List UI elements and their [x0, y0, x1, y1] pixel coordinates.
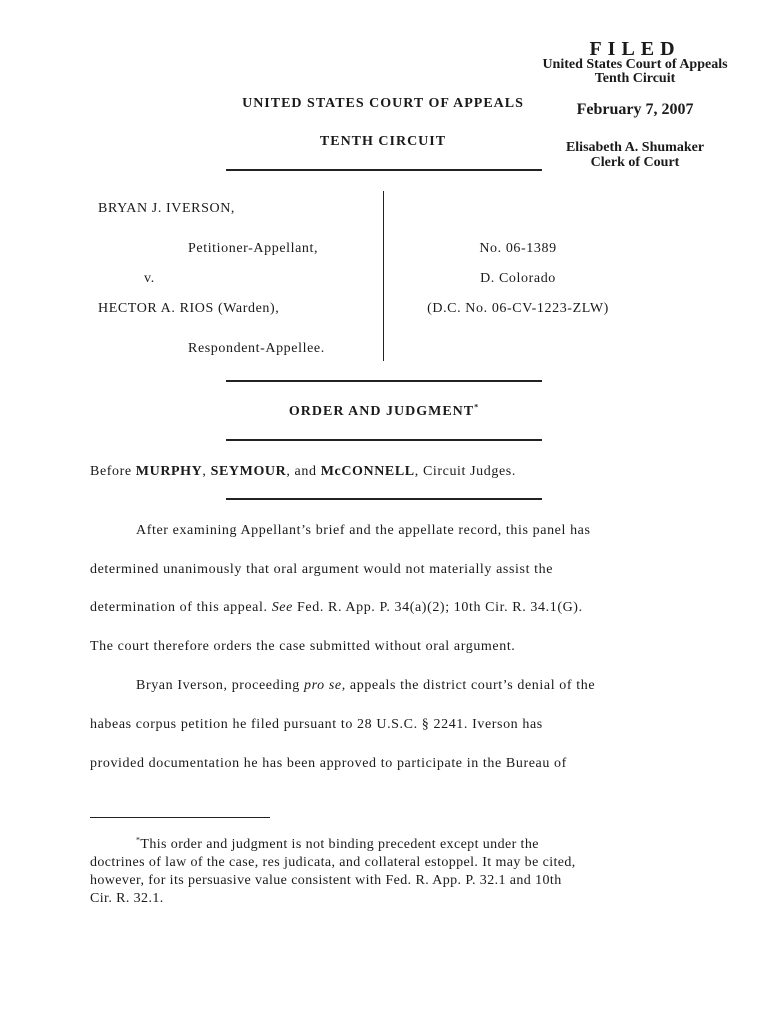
order-title-footnote-mark: * — [474, 402, 480, 412]
body-see-signal: See — [271, 600, 293, 615]
court-name: UNITED STATES COURT OF APPEALS — [242, 96, 524, 111]
filed-stamp-title: FILED — [589, 38, 681, 60]
caption-divider — [383, 191, 384, 361]
court-circuit: TENTH CIRCUIT — [319, 134, 447, 149]
body-p1-line3-a: determination of this appeal. — [90, 600, 272, 615]
order-title-text: ORDER AND JUDGMENT — [288, 404, 475, 419]
footnote-line1 — [90, 836, 690, 854]
respondent-name: HECTOR A. RIOS (Warden), — [98, 301, 280, 316]
footnote — [90, 836, 690, 908]
body-p2-line1 — [136, 678, 595, 694]
body-p1-line2: determined unanimously that oral argument would not materially assist the — [90, 562, 554, 577]
district-case-number: (D.C. No. 06-CV-1223-ZLW) — [427, 301, 609, 316]
clerk-name: Elisabeth A. Shumaker — [565, 140, 705, 155]
petitioner-role: Petitioner-Appellant, — [188, 241, 319, 256]
body-p1-line4: The court therefore orders the case submitted without oral argument. — [90, 639, 516, 654]
versus-label: v. — [144, 271, 155, 286]
heading-rule — [226, 169, 542, 171]
clerk-title: Clerk of Court — [590, 155, 680, 170]
case-number: No. 06-1389 — [479, 241, 557, 256]
body-p1-line3 — [90, 600, 583, 616]
body-p2-line2: habeas corpus petition he filed pursuant to 28 U.S.C. § 2241. Iverson has — [90, 717, 543, 732]
body-p2-line1-b: , appeals the district court’s denial of the — [341, 678, 596, 693]
body-pro-se: pro se — [304, 678, 342, 693]
clerk-block — [550, 140, 720, 170]
footnote-line3: however, for its persuasive value consistent with Fed. R. App. P. 32.1 and 10th — [90, 873, 562, 888]
stamp-court-line1: United States Court of Appeals — [542, 57, 728, 72]
footnote-line2: doctrines of law of the case, res judicata, and collateral estoppel. It may be cited, — [90, 855, 576, 870]
body-p1-line1: After examining Appellant’s brief and the appellate record, this panel has — [136, 523, 591, 538]
footnote-line1-text: This order and judgment is not binding precedent except under the — [140, 837, 539, 852]
footnote-mark: * — [136, 835, 141, 845]
body-p2-line1-a: Bryan Iverson, proceeding — [136, 678, 304, 693]
filed-date: February 7, 2007 — [576, 101, 694, 118]
panel-before: Before — [90, 464, 136, 479]
respondent-role: Respondent-Appellee. — [188, 341, 325, 356]
panel-suffix: , Circuit Judges. — [414, 464, 516, 479]
panel-sep1: , — [202, 464, 211, 479]
judge-murphy: MURPHY — [135, 464, 203, 479]
body-p2-line3: provided documentation he has been approved to participate in the Bureau of — [90, 756, 567, 771]
order-title — [226, 404, 542, 420]
panel-sep2: , and — [286, 464, 321, 479]
stamp-court-line2: Tenth Circuit — [594, 71, 676, 86]
footnote-separator — [90, 817, 270, 818]
judge-seymour: SEYMOUR — [210, 464, 287, 479]
order-title-rule — [226, 439, 542, 441]
panel-line — [90, 464, 516, 480]
body-p1-line3-b: Fed. R. App. P. 34(a)(2); 10th Cir. R. 34.1(G). — [292, 600, 583, 615]
petitioner-name: BRYAN J. IVERSON, — [98, 201, 235, 216]
panel-rule — [226, 498, 542, 500]
filed-stamp-court — [530, 58, 740, 86]
caption-rule — [226, 380, 542, 382]
district-court: D. Colorado — [480, 271, 556, 286]
judge-mcconnell: McCONNELL — [320, 464, 415, 479]
footnote-line4: Cir. R. 32.1. — [90, 891, 164, 906]
